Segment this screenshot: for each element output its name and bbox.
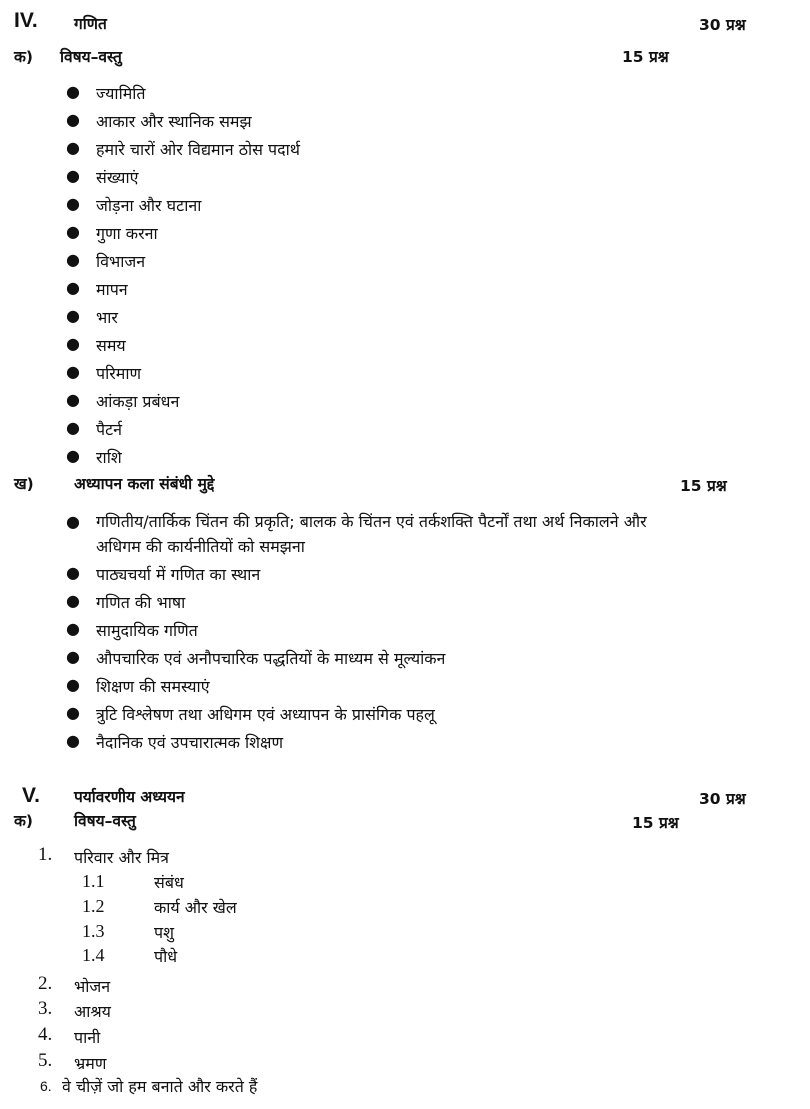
list-item: आंकड़ा प्रबंधन: [96, 392, 180, 411]
bullet-icon: ●: [66, 166, 80, 185]
bullet-icon: ●: [66, 334, 80, 353]
bullet-icon: ●: [66, 446, 80, 465]
list-number: 6.: [40, 1078, 52, 1094]
section-iv-count: 30 प्रश्न: [699, 16, 746, 34]
bullet-icon: ●: [66, 250, 80, 269]
list-item: समय: [96, 336, 126, 355]
bullet-icon: ●: [66, 675, 80, 694]
list-item: शिक्षण की समस्याएं: [96, 677, 210, 696]
list-item: औपचारिक एवं अनौपचारिक पद्धतियों के माध्यम से मूल्यांकन: [96, 649, 446, 668]
section-iv-b-label: ख): [14, 475, 34, 493]
section-v-title: पर्यावरणीय अध्ययन: [74, 788, 185, 806]
list-item: वे चीज़ें जो हम बनाते और करते हैं: [62, 1077, 258, 1096]
bullet-icon: ●: [66, 306, 80, 325]
list-item: गणितीय/तार्किक चिंतन की प्रकृति; बालक के चिंतन एवं तर्कशक्ति पैटर्नों तथा अर्थ निकालने और: [96, 512, 647, 531]
list-item: जोड़ना और घटाना: [96, 196, 202, 215]
list-item: पैटर्न: [96, 420, 123, 439]
bullet-icon: ●: [66, 563, 80, 582]
list-item: ज्यामिति: [96, 84, 146, 103]
section-v-a-label: क): [14, 812, 33, 830]
list-item: पाठ्यचर्या में गणित का स्थान: [96, 565, 261, 584]
bullet-icon: ●: [66, 703, 80, 722]
bullet-icon: ●: [66, 390, 80, 409]
list-item: गणित की भाषा: [96, 593, 186, 612]
list-number: 1.: [38, 844, 53, 865]
section-iv-b-title: अध्यापन कला संबंधी मुद्दे: [74, 475, 215, 493]
list-item: गुणा करना: [96, 224, 158, 243]
bullet-icon: ●: [66, 362, 80, 381]
list-number: 3.: [38, 998, 53, 1019]
list-item: विभाजन: [96, 252, 146, 271]
section-v-numeral: V.: [22, 784, 40, 807]
list-item: नैदानिक एवं उपचारात्मक शिक्षण: [96, 733, 284, 752]
bullet-icon: ●: [66, 110, 80, 129]
list-item: आकार और स्थानिक समझ: [96, 112, 252, 131]
bullet-icon: ●: [66, 591, 80, 610]
sublist-number: 1.3: [82, 921, 105, 941]
sublist-item: पशु: [154, 923, 174, 942]
list-item: पानी: [74, 1028, 101, 1047]
list-item: भ्रमण: [74, 1054, 107, 1073]
section-v-a-count: 15 प्रश्न: [632, 814, 679, 832]
list-item: हमारे चारों ओर विद्यमान ठोस पदार्थ: [96, 140, 301, 159]
sublist-item: कार्य और खेल: [154, 898, 237, 917]
section-v-count: 30 प्रश्न: [699, 790, 746, 808]
bullet-icon: ●: [66, 194, 80, 213]
sublist-item: पौधे: [154, 947, 178, 966]
sublist-item: संबंध: [154, 873, 184, 892]
section-iv-a-label: क): [14, 48, 33, 66]
bullet-icon: ●: [66, 647, 80, 666]
list-item: भार: [96, 308, 118, 327]
sublist-number: 1.4: [82, 945, 105, 965]
sublist-number: 1.1: [82, 871, 105, 891]
list-item: सामुदायिक गणित: [96, 621, 198, 640]
section-v-a-title: विषय–वस्तु: [74, 812, 136, 830]
section-iv-numeral: IV.: [14, 9, 38, 32]
list-item-continuation: अधिगम की कार्यनीतियों को समझना: [96, 537, 305, 556]
list-item: आश्रय: [74, 1002, 111, 1021]
list-item: परिमाण: [96, 364, 142, 383]
bullet-icon: ●: [66, 138, 80, 157]
list-number: 2.: [38, 973, 53, 994]
list-item: राशि: [96, 448, 122, 467]
section-iv-a-title: विषय–वस्तु: [60, 48, 122, 66]
bullet-icon: ●: [66, 731, 80, 750]
bullet-icon: ●: [66, 619, 80, 638]
sublist-number: 1.2: [82, 896, 105, 916]
section-iv-b-count: 15 प्रश्न: [680, 477, 727, 495]
list-number: 5.: [38, 1050, 53, 1071]
list-item: भोजन: [74, 977, 111, 996]
bullet-icon: ●: [66, 278, 80, 297]
list-number: 4.: [38, 1024, 53, 1045]
list-item: त्रुटि विश्लेषण तथा अधिगम एवं अध्यापन के प्रासंगिक पहलू: [96, 705, 435, 724]
bullet-icon: ●: [66, 418, 80, 437]
list-item: संख्याएं: [96, 168, 139, 187]
list-item: परिवार और मित्र: [74, 848, 169, 867]
bullet-icon: ●: [66, 222, 80, 241]
bullet-icon: ●: [66, 82, 80, 101]
section-iv-title: गणित: [74, 15, 107, 33]
section-iv-a-count: 15 प्रश्न: [622, 48, 669, 66]
list-item: मापन: [96, 280, 128, 299]
bullet-icon: ●: [66, 512, 80, 531]
